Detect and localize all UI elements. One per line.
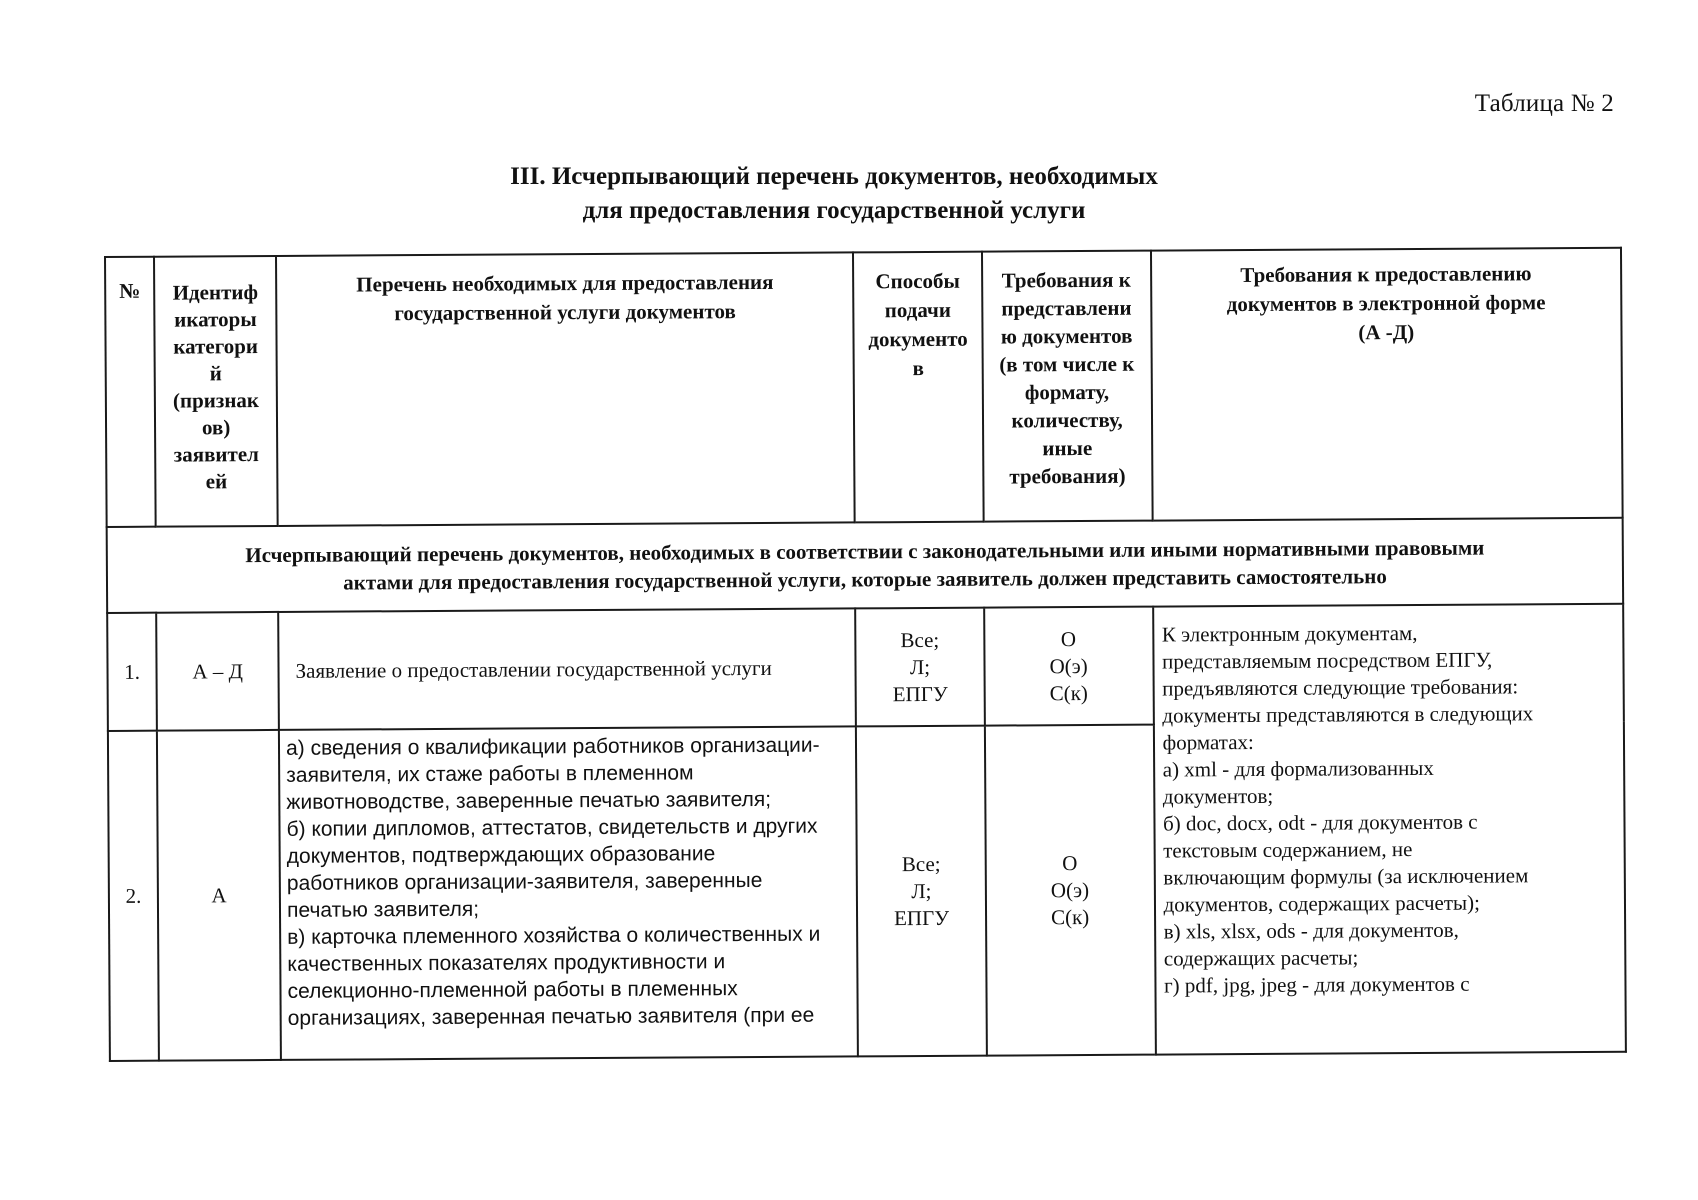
header-number: № xyxy=(105,257,156,527)
table-number-label: Таблица № 2 xyxy=(1474,90,1614,117)
electronic-requirements-cell: К электронным документам, представляемым посредством ЕПГУ, предъявляются следующие требования: документы представляются в следующих форматах: а) xml - для формализованных документов; б) doc, docx, odt - для документов с текстовым содержанием, не включающим формулы (за исключением документов, содержащих расчеты); в) xls, xlsx, ods - для документов, содержащих расчеты; г) pdf, jpg, jpeg - для документов с xyxy=(1153,604,1626,1055)
header-submission-ways: Способы подачи документо в xyxy=(853,252,983,523)
row-submission-ways: Все; Л; ЕПГУ xyxy=(856,726,986,1057)
row-requirements: О О(э) С(к) xyxy=(984,607,1154,726)
row-document-text: а) сведения о квалификации работников организации- заявителя, их стаже работы в племенном животноводстве, заверенные печатью заявителя; б) копии дипломов, аттестатов, свидетельств и других документов, подтверждающих образование работников организации-заявителя, заверенные печатью заявителя; в) карточка племенного хозяйства о количественных и качественных показателях продуктивности и селекционно-племенной работы в племенных организациях, заверенная печатью заявителя (при ее xyxy=(279,726,858,1060)
header-requirements: Требования к представлени ю документов (в том числе к формату, количеству, иные требования) xyxy=(982,251,1153,522)
row-document-text: Заявление о предоставлении государственной услуги xyxy=(278,608,856,730)
row-number: 1. xyxy=(107,613,157,731)
documents-table xyxy=(104,247,1627,1062)
header-document-list: Перечень необходимых для предоставления государственной услуги документов xyxy=(276,252,855,526)
table-row xyxy=(107,604,1624,731)
title-line-1: III. Исчерпывающий перечень документов, необходимых xyxy=(510,163,1158,190)
header-electronic-requirements: Требования к предоставлению документов в электронной форме (А -Д) xyxy=(1151,248,1623,521)
row-number: 2. xyxy=(108,731,159,1061)
row-identifier: А – Д xyxy=(156,612,279,731)
row-submission-ways: Все; Л; ЕПГУ xyxy=(856,608,985,727)
title-line-2: для предоставления государственной услуги xyxy=(582,197,1086,224)
header-identifiers: Идентиф икаторы категори й (признак ов) заявител ей xyxy=(154,256,278,527)
section-heading: Исчерпывающий перечень документов, необходимых в соответствии с законодательными или иными нормативными правовыми актами для предоставления государственной услуги, которые заявитель должен представить самостоятельно xyxy=(107,518,1623,613)
row-identifier: А xyxy=(157,730,281,1061)
row-requirements: О О(э) С(к) xyxy=(985,725,1156,1056)
table-header-row xyxy=(105,248,1623,527)
section-heading-row xyxy=(107,518,1623,613)
section-title xyxy=(0,160,1698,228)
